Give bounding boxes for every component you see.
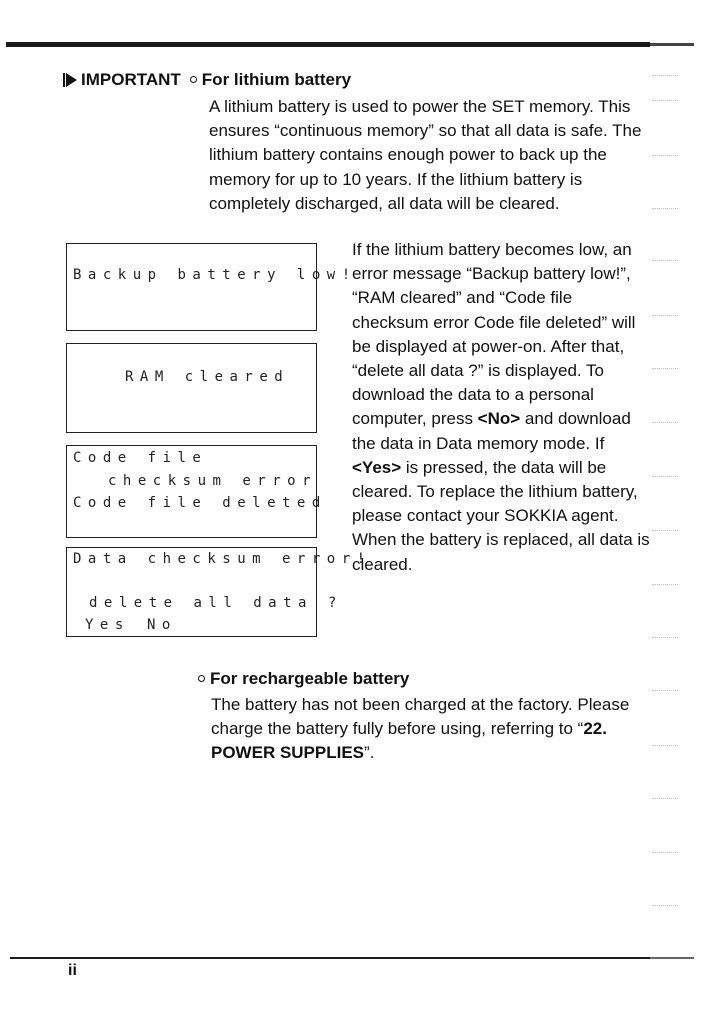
margin-mark	[652, 315, 678, 317]
screen-code-line2: checksum error	[108, 473, 318, 489]
margin-mark	[652, 905, 678, 907]
important-label: IMPORTANT	[81, 70, 181, 89]
lithium-body	[352, 238, 652, 577]
lithium-title: For lithium battery	[201, 70, 352, 89]
recharge-text-after: ”.	[364, 743, 375, 763]
top-rule	[6, 42, 650, 47]
screen-data-checksum	[66, 547, 372, 637]
top-rule-tail	[650, 43, 694, 46]
screen-data-yes: Yes	[85, 617, 130, 633]
recharge-reference: 22. POWER SUPPLIES	[211, 719, 607, 763]
margin-mark	[652, 155, 678, 157]
screen-code-line1: Code file	[73, 450, 208, 466]
important-triangle-icon	[66, 73, 77, 87]
bottom-rule	[10, 957, 650, 959]
body-after-yes: is pressed, the data will be cleared. To replace the lithium battery, please contact your SOKKIA agent. When the battery is replaced, all data is cleared.	[352, 457, 650, 574]
margin-mark	[652, 852, 678, 854]
page-number: ii	[68, 962, 77, 979]
important-heading	[66, 70, 351, 90]
lithium-intro: A lithium battery is used to power the SET memory. This ensures “continuous memory” so that all data is safe. The lithium battery contains enough power to back up the memory for up to 10 years. If the lithium battery is completely discharged, all data will be cleared.	[209, 97, 642, 213]
recharge-heading	[198, 669, 409, 689]
bullet-icon	[198, 675, 205, 682]
key-yes: <Yes>	[352, 457, 402, 477]
margin-mark	[652, 75, 678, 77]
screen-code-file-error	[66, 445, 327, 538]
key-no: <No>	[477, 409, 521, 429]
margin-mark	[652, 584, 678, 586]
screen-data-line1: Data checksum error!	[73, 551, 372, 567]
bottom-rule-tail	[650, 957, 694, 959]
margin-mark	[652, 798, 678, 800]
screen-data-line2: delete all data ?	[89, 595, 343, 611]
margin-mark	[652, 260, 678, 262]
margin-mark	[652, 530, 678, 532]
margin-mark	[652, 690, 678, 692]
screen-backup-battery-low	[66, 243, 357, 331]
screen-ram-cleared	[66, 343, 317, 433]
margin-mark	[652, 100, 678, 102]
body-before-no: If the lithium battery becomes low, an error message “Backup battery low!”, “RAM cleared” and “Code file checksum error Code file deleted” will be displayed at power-on. After that, “delete all data ?” is displayed. To download the data to a personal computer, press	[352, 240, 636, 429]
margin-mark	[652, 368, 678, 370]
bullet-icon	[190, 76, 197, 83]
screen-code-line3: Code file deleted	[73, 495, 327, 511]
screen-backup-line1: Backup battery low!	[73, 267, 357, 283]
margin-mark	[652, 476, 678, 478]
recharge-title: For rechargeable battery	[210, 669, 410, 688]
screen-data-no: No	[147, 617, 177, 633]
recharge-text-before: The battery has not been charged at the factory. Please charge the battery fully before using, referring to “	[211, 695, 630, 739]
margin-mark	[652, 637, 678, 639]
margin-mark	[652, 745, 678, 747]
recharge-body	[211, 693, 651, 766]
margin-mark	[652, 422, 678, 424]
margin-mark	[652, 208, 678, 210]
screen-ram-line1: RAM cleared	[125, 369, 290, 385]
body-mid: and download the data in Data memory mode. If	[352, 409, 631, 453]
